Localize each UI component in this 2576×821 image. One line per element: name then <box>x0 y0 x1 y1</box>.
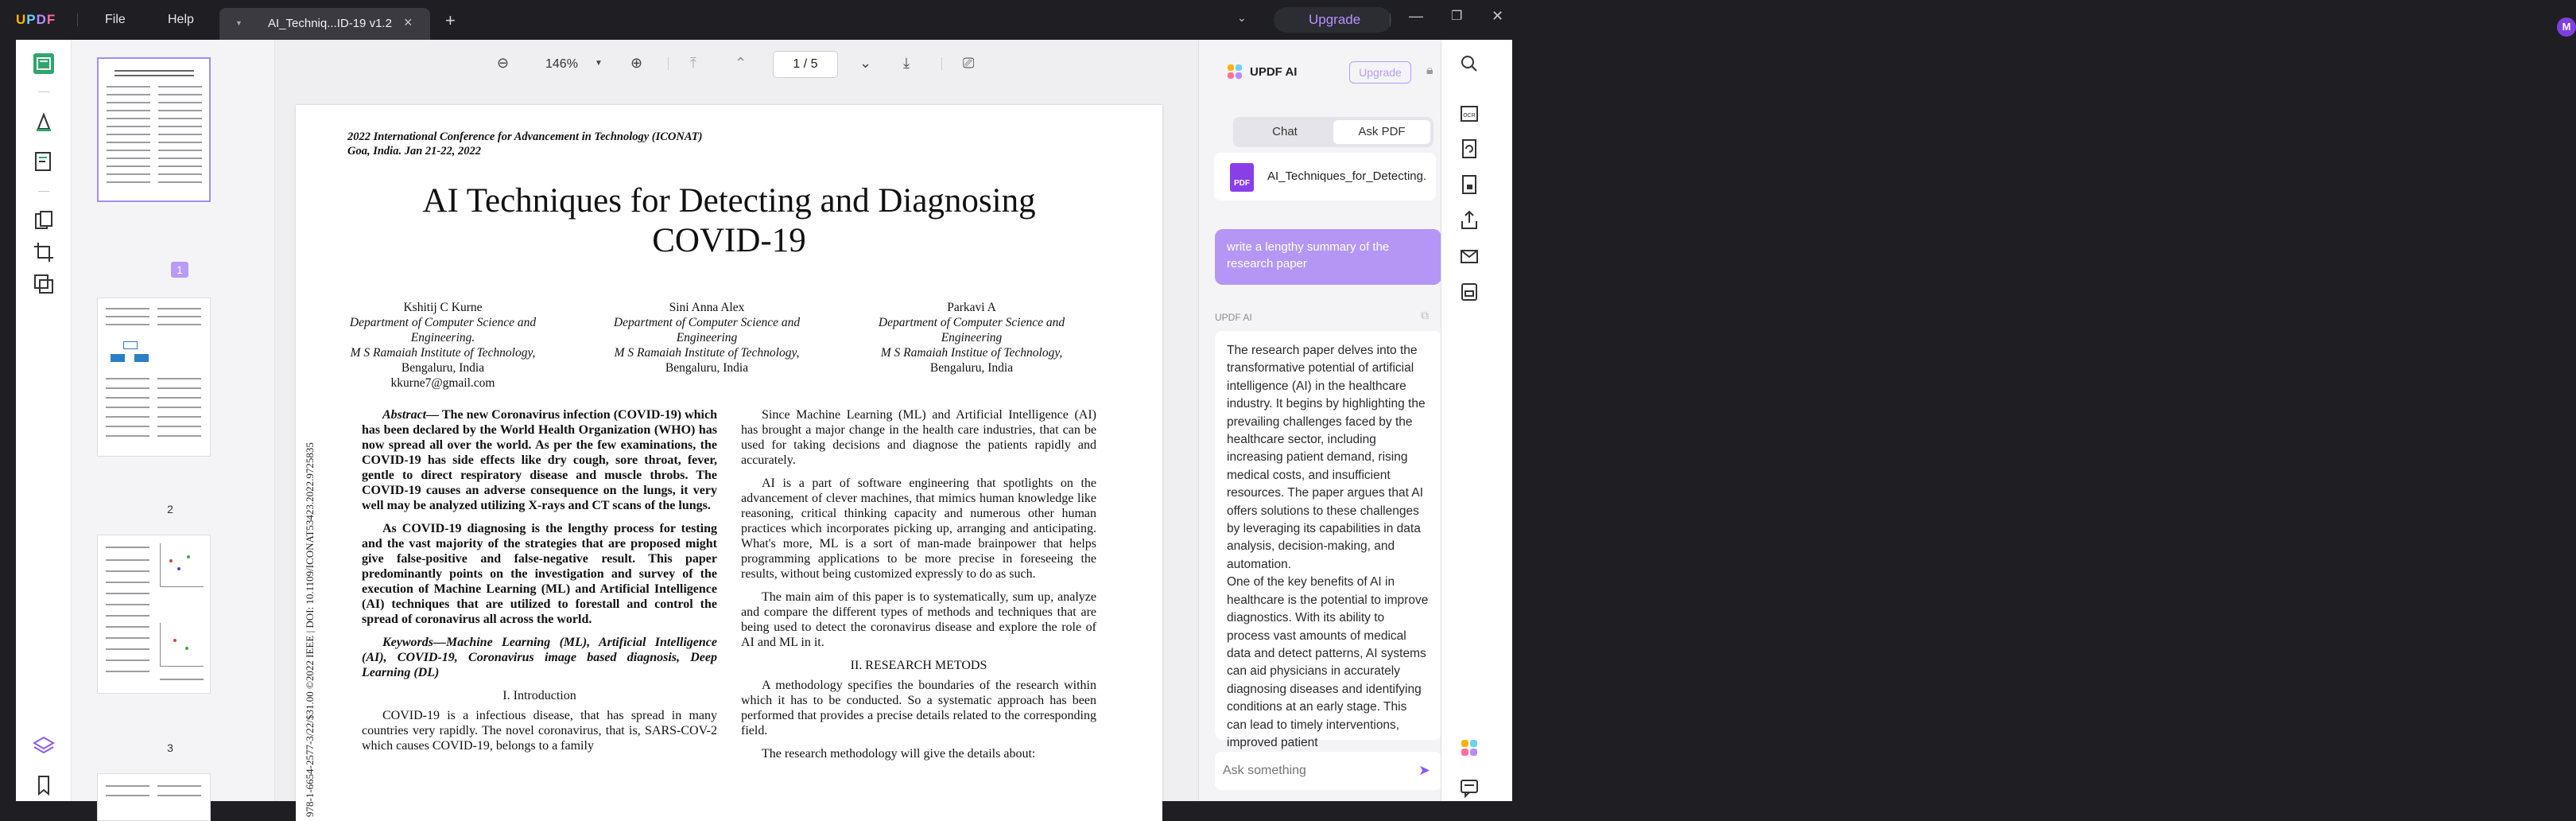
zoom-out-icon[interactable]: ⊖ <box>497 55 510 71</box>
protect-icon[interactable] <box>1457 173 1481 196</box>
save-icon[interactable] <box>1457 280 1481 304</box>
page-number-input[interactable]: 1 / 5 <box>773 51 838 78</box>
ask-input[interactable] <box>1223 760 1398 782</box>
search-icon[interactable] <box>1457 52 1481 76</box>
document-viewer <box>275 40 1198 817</box>
page-label-1: 1 <box>171 262 188 278</box>
file-name: AI_Techniques_for_Detecting. <box>1267 169 1427 183</box>
comments-icon[interactable] <box>1457 776 1481 800</box>
svg-text:OCR: OCR <box>1463 113 1476 119</box>
ai-assistant-icon[interactable] <box>1457 736 1481 760</box>
convert-file-icon[interactable] <box>1457 137 1481 161</box>
user-prompt-bubble: write a lengthy summary of the research paper <box>1215 229 1441 285</box>
thumbnail-page-2[interactable] <box>97 298 211 457</box>
close-window-icon[interactable]: ✕ <box>1492 8 1504 24</box>
ai-mode-switch <box>1233 117 1433 147</box>
previous-page-icon[interactable]: ⌃ <box>735 55 747 71</box>
right-column: Since Machine Learning (ML) and Artificial Intelligence (AI) has brought a major change in the health care industries, that can be used for taking decisions and diagnose the patients rapidly and accurately. AI is a part of software engineering that spotlights on the advancement of clever machines, that mimics human knowledge like reasoning, critical thinking capacity and numerous other human practices which incorporates picking up, arranging and anticipating. What's more, ML is a sort of man-made brainpower that helps programming applications to be more precise in foreseeing the results, without being customized expressly to do as such. The main aim of this paper is to systematically, sum up, analyze and compare the different types of methods and techniques that are being used to detect the coronavirus disease and explore the role of AI and ML in it. II. RESEARCH METODS A methodology specifies the boundaries of the research within which it has to be conducted. So a systematic approach has been performed that provides a precise details related to the corresponding field. The research methodology will give the details about: <box>741 408 1096 761</box>
pdf-page <box>296 105 1162 821</box>
tab-chat[interactable]: Chat <box>1272 125 1298 138</box>
attached-file-card[interactable] <box>1214 153 1436 200</box>
presentation-icon[interactable]: ⎚ <box>963 55 975 71</box>
bookmark-icon[interactable] <box>32 773 56 797</box>
new-tab-icon[interactable]: + <box>445 10 456 30</box>
author-block: Sini Anna Alex Department of Computer Science and Engineering M S Ramaiah Institute of Technology, Bengaluru, India <box>613 301 801 375</box>
ai-response: The research paper delves into the transformative potential of artificial intelligence (AI) in the healthcare industry. It begins by highlighting the prevailing challenges faced by the healthcare sector, including increasing patient demand, rising medical costs, and insufficient resources. The paper argues that AI offers solutions to these challenges by leveraging its capabilities in data analysis, decision-making, and automation. One of the key benefits of AI in healthcare is the potential to improve diagnostics. With its ability to process vast amounts of medical data and detect patterns, AI systems can aid physicians in accurately diagnosing diseases and identifying conditions at an early stage. This can lead to timely interventions, improved patient <box>1215 331 1441 740</box>
updf-logo: UPDF <box>16 12 56 27</box>
page-label-2: 2 <box>167 503 173 516</box>
title-bar <box>0 0 2571 40</box>
minimize-icon[interactable]: — <box>1409 8 1423 24</box>
thumbnail-page-3[interactable] <box>97 535 211 694</box>
left-column: Abstract— The new Coronavirus infection (COVID-19) which has been declared by the World Health Organization (WHO) has now spread all over the world. As per the few examinations, the COVID-19 has side effects like dry cough, sore throat, fever, gentle to direct respiratory disease and muscle throbs. The COVID-19 causes an adverse consequence on the lungs, it very well may be analyzed utilizing X-rays and CT scans of the lungs. As COVID-19 diagnosing is the lengthy process for testing and the vast majority of the strategies that are proposed might give false-positive and false-negative result. This paper predominantly points on the investigation and survey of the execution of Machine Learning (ML) and Artificial Intelligence (AI) techniques that are utilized to forestall and control the spread of coronavirus all across the world. Keywords—Machine Learning (ML), Artificial Intelligence (AI), COVID-19, Coronavirus image based diagnosis, Deep Learning (DL) I. Introduction COVID-19 is a infectious disease, that has spread in many countries very rapidly. The novel coronavirus, that is, SARS-COV-2 which causes COVID-19, belongs to a family <box>362 408 717 753</box>
author-block: Kshitij C Kurne Department of Computer Science and Engineering. M S Ramaiah Institute of Technology, Bengaluru, India kkurne7@gmail.com <box>349 301 537 390</box>
paper-title: AI Techniques for Detecting and Diagnosing COVID-19 <box>422 182 1036 259</box>
restore-icon[interactable]: ❐ <box>1451 10 1463 23</box>
author-block: Parkavi A Department of Computer Science and Engineering M S Ramaiah Institue of Technology, Bengaluru, India <box>878 301 1065 375</box>
organize-pages-icon[interactable] <box>32 209 56 233</box>
updf-ai-icon <box>1225 62 1244 81</box>
ask-box <box>1215 752 1441 790</box>
left-toolbar <box>16 40 72 801</box>
close-tab-icon[interactable]: × <box>404 14 413 30</box>
reader-icon[interactable] <box>32 52 56 76</box>
tab-title: AI_Techniq...ID-19 v1.2 <box>268 17 392 30</box>
edit-pdf-icon[interactable] <box>32 150 56 173</box>
upgrade-button[interactable] <box>1274 7 2571 33</box>
avatar[interactable]: M <box>2557 18 2576 37</box>
menu-file[interactable]: File <box>105 13 126 26</box>
thumbnail-panel <box>72 40 275 801</box>
page-label-3: 3 <box>167 741 173 754</box>
layers-icon[interactable] <box>32 733 56 757</box>
copy-icon[interactable]: ⧉ <box>1421 309 1429 321</box>
crop-icon[interactable] <box>32 240 56 264</box>
ai-upgrade-button[interactable]: Upgrade <box>1349 61 1411 84</box>
zoom-in-icon[interactable]: ⊕ <box>630 55 643 71</box>
ai-panel-title: UPDF AI <box>1250 65 1298 79</box>
last-page-icon[interactable]: ⤓ <box>903 55 910 71</box>
ocr-icon[interactable] <box>1457 102 1481 126</box>
share-icon[interactable] <box>1457 208 1481 232</box>
thumbnail-page-4[interactable] <box>97 773 211 821</box>
lock-icon[interactable]: 🔒︎ <box>1426 64 1433 77</box>
zoom-dropdown-icon[interactable]: ▼ <box>595 59 603 68</box>
doi-sidebar: 978-1-6654-2577-3/22/$31.00 ©2022 IEEE | DOI: 10.1109/ICONAT53423.2022.9725835 <box>304 442 316 817</box>
email-icon[interactable] <box>1457 244 1481 268</box>
pdf-file-icon: PDF <box>1230 163 1254 192</box>
send-icon[interactable]: ➤ <box>1418 762 1431 778</box>
thumbnail-page-1[interactable] <box>97 57 211 202</box>
ai-panel <box>1198 40 1441 801</box>
upgrade-label: Upgrade <box>1309 12 1361 27</box>
chevron-down-icon[interactable]: ⌄ <box>1237 11 1247 24</box>
document-tab[interactable] <box>219 8 430 40</box>
first-page-icon[interactable]: ⤒ <box>690 55 696 71</box>
next-page-icon[interactable]: ⌄ <box>859 55 872 71</box>
convert-icon[interactable] <box>32 272 56 296</box>
tab-dropdown-icon[interactable]: ▼ <box>235 19 242 27</box>
conference-header: 2022 International Conference for Advancement in Technology (ICONAT) Goa, India. Jan 21-22, 2022 <box>347 130 703 158</box>
menu-help[interactable]: Help <box>168 13 194 26</box>
zoom-level[interactable]: 146% <box>545 57 578 71</box>
comment-icon[interactable] <box>32 110 56 134</box>
tab-ask-pdf[interactable]: Ask PDF <box>1333 120 1430 144</box>
response-label: UPDF AI <box>1215 312 1252 323</box>
